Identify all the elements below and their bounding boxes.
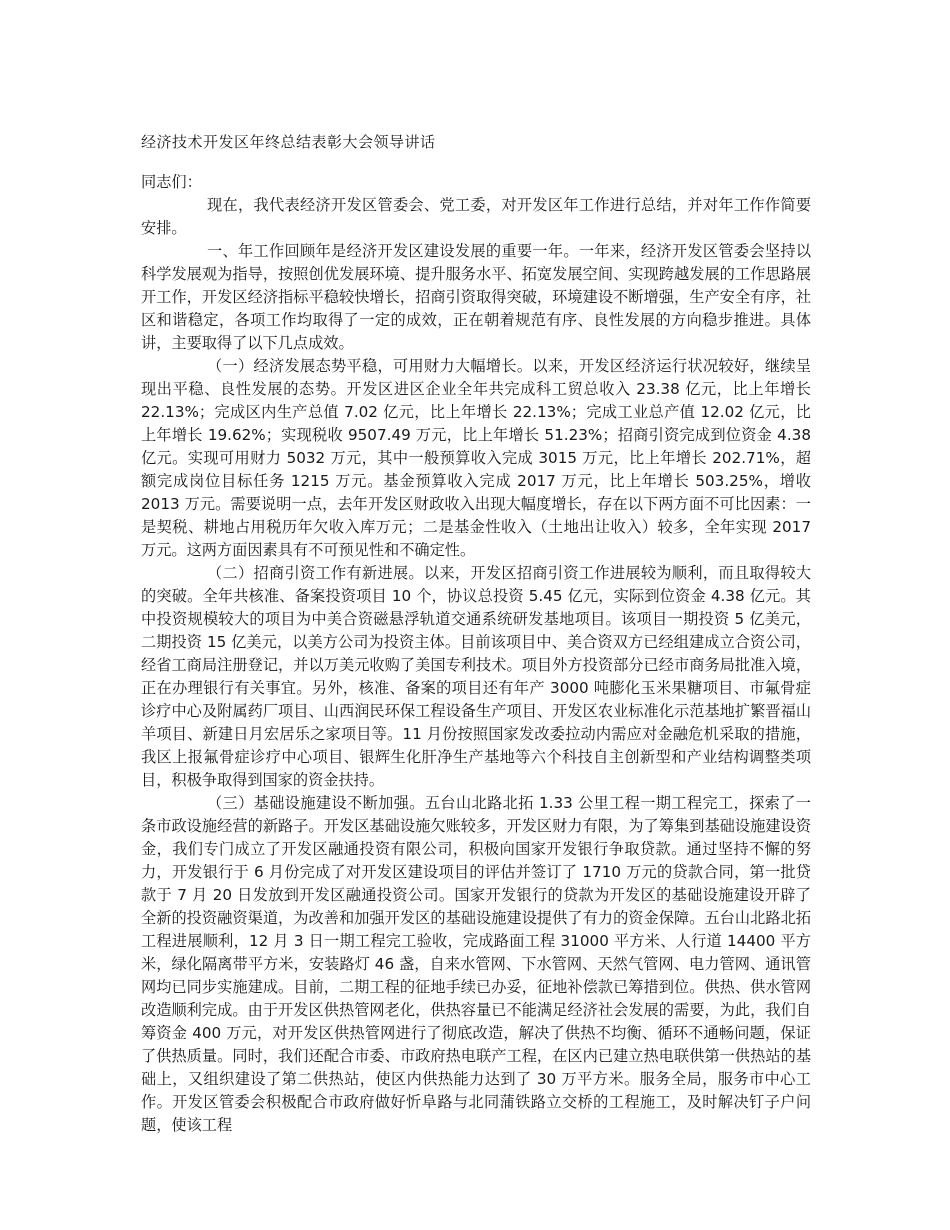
paragraph-economic-development: （一）经济发展态势平稳，可用财力大幅增长。以来，开发区经济运行状况较好，继续呈现出平稳、良性发展的态势。开发区进区企业全年共完成科工贸总收入 23.38 亿元，比上年增长 22.13%；完成区内生产总值 7.02 亿元，比上年增长 22.13%；完成工业总产值 12.02 亿元，比上年增长 19.62%；实现税收 9507.49 万元，比上年增长 51.23%；招商引资完成到位资金 4.38 亿元。实现可用财力 5032 万元，其中一般预算收入完成 3015 万元，比上年增长 202.71%，超额完成岗位目标任务 1215 万元。基金预算收入完成 2017 万元，比上年增长 503.25%，增收 2013 万元。需要说明一点，去年开发区财政收入出现大幅度增长，存在以下两方面不可比因素：一是契税、耕地占用税历年欠收入库万元；二是基金性收入（土地出让收入）较多，全年实现 2017 万元。这两方面因素具有不可预见性和不确定性。: [141, 357, 811, 559]
paragraph-intro: 现在，我代表经济开发区管委会、党工委，对开发区年工作进行总结，并对年工作作简要安排。: [141, 196, 811, 237]
paragraph-investment-attraction: （二）招商引资工作有新进展。以来，开发区招商引资工作进展较为顺利，而且取得较大的突破。全年共核准、备案投资项目 10 个，协议总投资 5.45 亿元，实际到位资金 4.38 亿元。其中投资规模较大的项目为中美合资磁悬浮轨道交通系统研发基地项目。该项目一期投资 5 亿美元，二期投资 15 亿美元，以美方公司为投资主体。目前该项目中、美合资双方已经组建成立合资公司，经省工商局注册登记，并以万美元收购了美国专利技术。项目外方投资部分已经市商务局批准入境，正在办理银行有关事宜。另外，核准、备案的项目还有年产 3000 吨膨化玉米果糖项目、市氟骨症诊疗中心及附属药厂项目、山西润民环保工程设备生产项目、开发区农业标准化示范基地扩繁晋福山羊项目、新建日月宏居乐之家项目等。11 月份按照国家发改委拉动内需应对金融危机采取的措施，我区上报氟骨症诊疗中心项目、银辉生化肝净生产基地等六个科技自主创新型和产业结构调整类项目，积极争取得到国家的资金扶持。: [141, 564, 811, 789]
document-body: [141, 171, 811, 1137]
paragraph-infrastructure: （三）基础设施建设不断加强。五台山北路北拓 1.33 公里工程一期工程完工，探索了一条市政设施经营的新路子。开发区基础设施欠账较多，开发区财力有限，为了筹集到基础设施建设资金，我们专门成立了开发区融通投资有限公司，积极向国家开发银行争取贷款。通过坚持不懈的努力，开发银行于 6 月份完成了对开发区建设项目的评估并签订了 1710 万元的贷款合同，第一批贷款于 7 月 20 日发放到开发区融通投资公司。国家开发银行的贷款为开发区的基础设施建设开辟了全新的投资融资渠道，为改善和加强开发区的基础设施建设提供了有力的资金保障。五台山北路北拓工程进展顺利，12 月 3 日一期工程完工验收，完成路面工程 31000 平方米、人行道 14400 平方米，绿化隔离带平方米，安装路灯 46 盏，自来水管网、下水管网、天然气管网、电力管网、通讯管网均已同步实施建成。目前，二期工程的征地手续已办妥，征地补偿款已筹措到位。供热、供水管网改造顺利完成。由于开发区供热管网老化，供热容量已不能满足经济社会发展的需要，为此，我们自筹资金 400 万元，对开发区供热管网进行了彻底改造，解决了供热不均衡、循环不通畅问题，保证了供热质量。同时，我们还配合市委、市政府热电联产工程，在区内已建立热电联供第一供热站的基础上，又组织建设了第二供热站，使区内供热能力达到了 30 万平方米。服务全局，服务市中心工作。开发区管委会积极配合市政府做好忻阜路与北同蒲铁路立交桥的工程施工，及时解决钉子户问题，使该工程: [141, 794, 811, 1134]
paragraph-section-1: 一、年工作回顾年是经济开发区建设发展的重要一年。一年来，经济开发区管委会坚持以科学发展观为指导，按照创优发展环境、提升服务水平、拓宽发展空间、实现跨越发展的工作思路展开工作，开发区经济指标平稳较快增长，招商引资取得突破，环境建设不断增强，生产安全有序，社区和谐稳定，各项工作均取得了一定的成效，正在朝着规范有序、良性发展的方向稳步推进。具体讲，主要取得了以下几点成效。: [141, 242, 811, 352]
salutation: 同志们：: [141, 173, 202, 191]
document-title: 经济技术开发区年终总结表彰大会领导讲话: [141, 133, 436, 151]
